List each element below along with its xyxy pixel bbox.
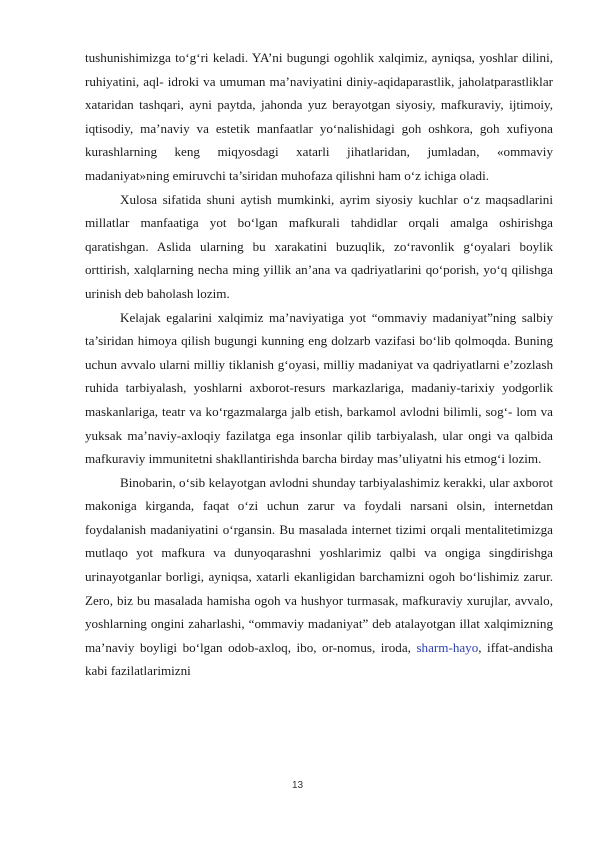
- paragraph-4-text-start: Binobarin, o‘sib kelayotgan avlodni shunday tarbiyalashimiz kerakki, ular axborot makoniga kirganda, faqat o‘zi uchun zarur va foydali narsani olsin, internetdan foydalanish madaniyatini o‘rgansin. Bu masalada internet tizimi orqali mentalitetimizga mutlaqo yot mafkura va dunyoqarashni yoshlarimiz qalbi va ongiga singdirishga urinayotganlar borligi, ayniqsa, xatarli ekanligidan barchamizni ogoh bo‘lishimiz zarur. Zero, biz bu masalada hamisha ogoh va hushyor turmasak, mafkuraviy xurujlar, avvalo, yoshlarning ongini zaharlashi, “ommaviy madaniyat” deb atalayotgan illat xalqimizning ma’naviy boyligi bo‘lgan odob-axloq, ibo, or-nomus, iroda,: [85, 474, 553, 655]
- paragraph-2: Xulosa sifatida shuni aytish mumkinki, ayrim siyosiy kuchlar o‘z maqsadlarini millatlar manfaatiga yot bo‘lgan mafkurali tahdidlar orqali amalga oshirishga qaratishgan. Aslida ularning bu xarakatini buzuqlik, zo‘ravonlik g‘oyalari boylik orttirish, xalqlarning necha ming yillik an’ana va qadriyatlarini qo‘porish, yo‘q qilishga urinish deb baholash lozim.: [85, 191, 553, 301]
- body-text: [85, 46, 553, 683]
- paragraph-4: [85, 471, 553, 683]
- paragraph-1: tushunishimizga to‘g‘ri keladi. YA’ni bugungi ogohlik xalqimiz, ayniqsa, yoshlar dilini, ruhiyatini, aql- idroki va umuman ma’naviyatini diniy-aqidaparastlik, jaholatparastliklar xataridan tashqari, ayni paytda, jahonda yuz berayotgan siyosiy, mafkuraviy, ijtimoiy, iqtisodiy, ma’naviy va estetik manfaatlar yo‘nalishidagi goh oshkora, goh xufiyona kurashlarning keng miqyosdagi xatarli jihatlaridan, jumladan, «ommaviy madaniyat»ning emiruvchi ta’siridan muhofaza qilishni ham o‘z ichiga oladi.: [85, 50, 553, 183]
- sharm-hayo-link[interactable]: sharm-hayo: [416, 639, 479, 655]
- page-number: 13: [291, 780, 304, 791]
- paragraph-3: Kelajak egalarini xalqimiz ma’naviyatiga yot “ommaviy madaniyat”ning salbiy ta’siridan himoya qilish bugungi kunning eng dolzarb vazifasi bo‘lib qolmoqda. Buning uchun avvalo ularni milliy tiklanish g‘oyasi, milliy madaniyat va qadriyatlarni e’zozlash ruhida tarbiyalash, yoshlarni axborot-resurs markazlariga, madaniy-tarixiy yodgorlik maskanlariga, teatr va ko‘rgazmalarga jalb etish, barkamol avlodni bilimli, sog‘- lom va yuksak ma’naviy-axloqiy fazilatga ega insonlar qilib tarbiyalash, ular ongi va qalbida mafkuraviy immunitetni shakllantirishda barcha birday mas’uliyatni his etmog‘i lozim.: [85, 309, 553, 467]
- paragraph-4-text-end: , iffat-andisha kabi fazilatlarimizni: [85, 639, 553, 679]
